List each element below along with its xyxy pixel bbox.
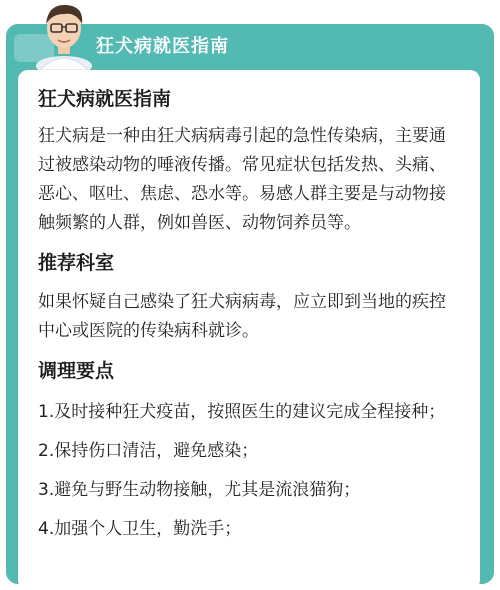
- overview-text: 狂犬病是一种由狂犬病病毒引起的急性传染病，主要通过被感染动物的唾液传播。常见症状包括发热、头痛、恶心、呕吐、焦虑、恐水等。易感人群主要是与动物接触频繁的人群，例如兽医、动物饲养员等。: [38, 126, 446, 233]
- care-heading: 调理要点: [38, 360, 115, 382]
- department-heading: 推荐科室: [38, 252, 115, 274]
- doctor-avatar-icon: [26, 0, 102, 70]
- department-text: 如果怀疑自己感染了狂犬病病毒，应立即到当地的疾控中心或医院的传染病科就诊。: [38, 292, 446, 341]
- guide-content: [38, 84, 460, 554]
- care-item: 3.避免与野生动物接触，尤其是流浪猫狗；: [38, 480, 361, 500]
- overview-heading: 狂犬病就医指南: [38, 88, 172, 110]
- care-item: 2.保持伤口清洁，避免感染；: [38, 441, 259, 461]
- header-title: 狂犬病就医指南: [96, 36, 229, 57]
- care-item: 1.及时接种狂犬疫苗，按照医生的建议完成全程接种；: [38, 402, 446, 422]
- care-item: 4.加强个人卫生，勤洗手；: [38, 519, 242, 539]
